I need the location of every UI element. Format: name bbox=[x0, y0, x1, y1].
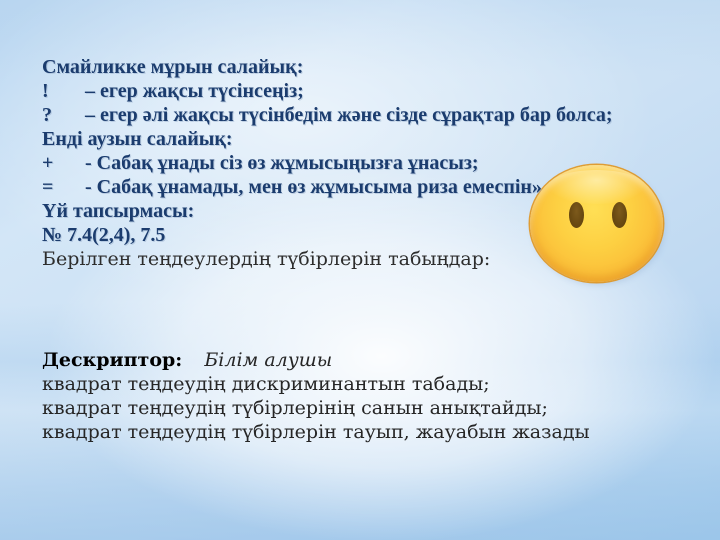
plus-symbol: + bbox=[42, 152, 54, 174]
question-meaning: – егер әлі жақсы түсінбедім және сізде сұрақтар бар болса; bbox=[85, 104, 613, 126]
legend-row-equals bbox=[42, 175, 613, 199]
legend-row-plus bbox=[42, 151, 613, 175]
nose-instruction-heading: Смайликке мұрын салайық: bbox=[42, 56, 304, 78]
legend-row-exclamation bbox=[42, 79, 613, 103]
exclamation-meaning: – егер жақсы түсінсеңіз; bbox=[85, 80, 304, 102]
descriptor-label: Дескриптор: bbox=[42, 349, 183, 371]
descriptor-criterion-2: квадрат теңдеудің түбірлерінің санын анықтайды; bbox=[42, 397, 548, 419]
plus-meaning: - Сабақ ұнады сіз өз жұмысыңызға ұнасыз; bbox=[85, 152, 479, 174]
descriptor-subject: Білім алушы bbox=[204, 349, 333, 371]
equals-meaning: - Сабақ ұнамады, мен өз жұмысыма риза емеспін» bbox=[85, 176, 542, 198]
homework-numbers: № 7.4(2,4), 7.5 bbox=[42, 224, 166, 246]
descriptor-criterion-1: квадрат теңдеудің дискриминантын табады; bbox=[42, 373, 490, 395]
descriptor-text-block bbox=[42, 348, 590, 444]
smiley-right-eye-icon bbox=[612, 202, 627, 228]
instructions-text-block bbox=[42, 55, 613, 271]
legend-row-question bbox=[42, 103, 613, 127]
mouth-instruction-heading: Енді аузын салайық: bbox=[42, 128, 233, 150]
equals-symbol: = bbox=[42, 176, 54, 198]
exclamation-symbol: ! bbox=[42, 80, 49, 102]
question-symbol: ? bbox=[42, 104, 52, 126]
descriptor-criterion-3: квадрат теңдеудің түбірлерін тауып, жауабын жазады bbox=[42, 421, 590, 443]
homework-heading: Үй тапсырмасы: bbox=[42, 200, 195, 222]
descriptor-heading-line bbox=[42, 348, 590, 372]
homework-task-note: Берілген теңдеулердің түбірлерін табыңдар: bbox=[42, 248, 491, 270]
